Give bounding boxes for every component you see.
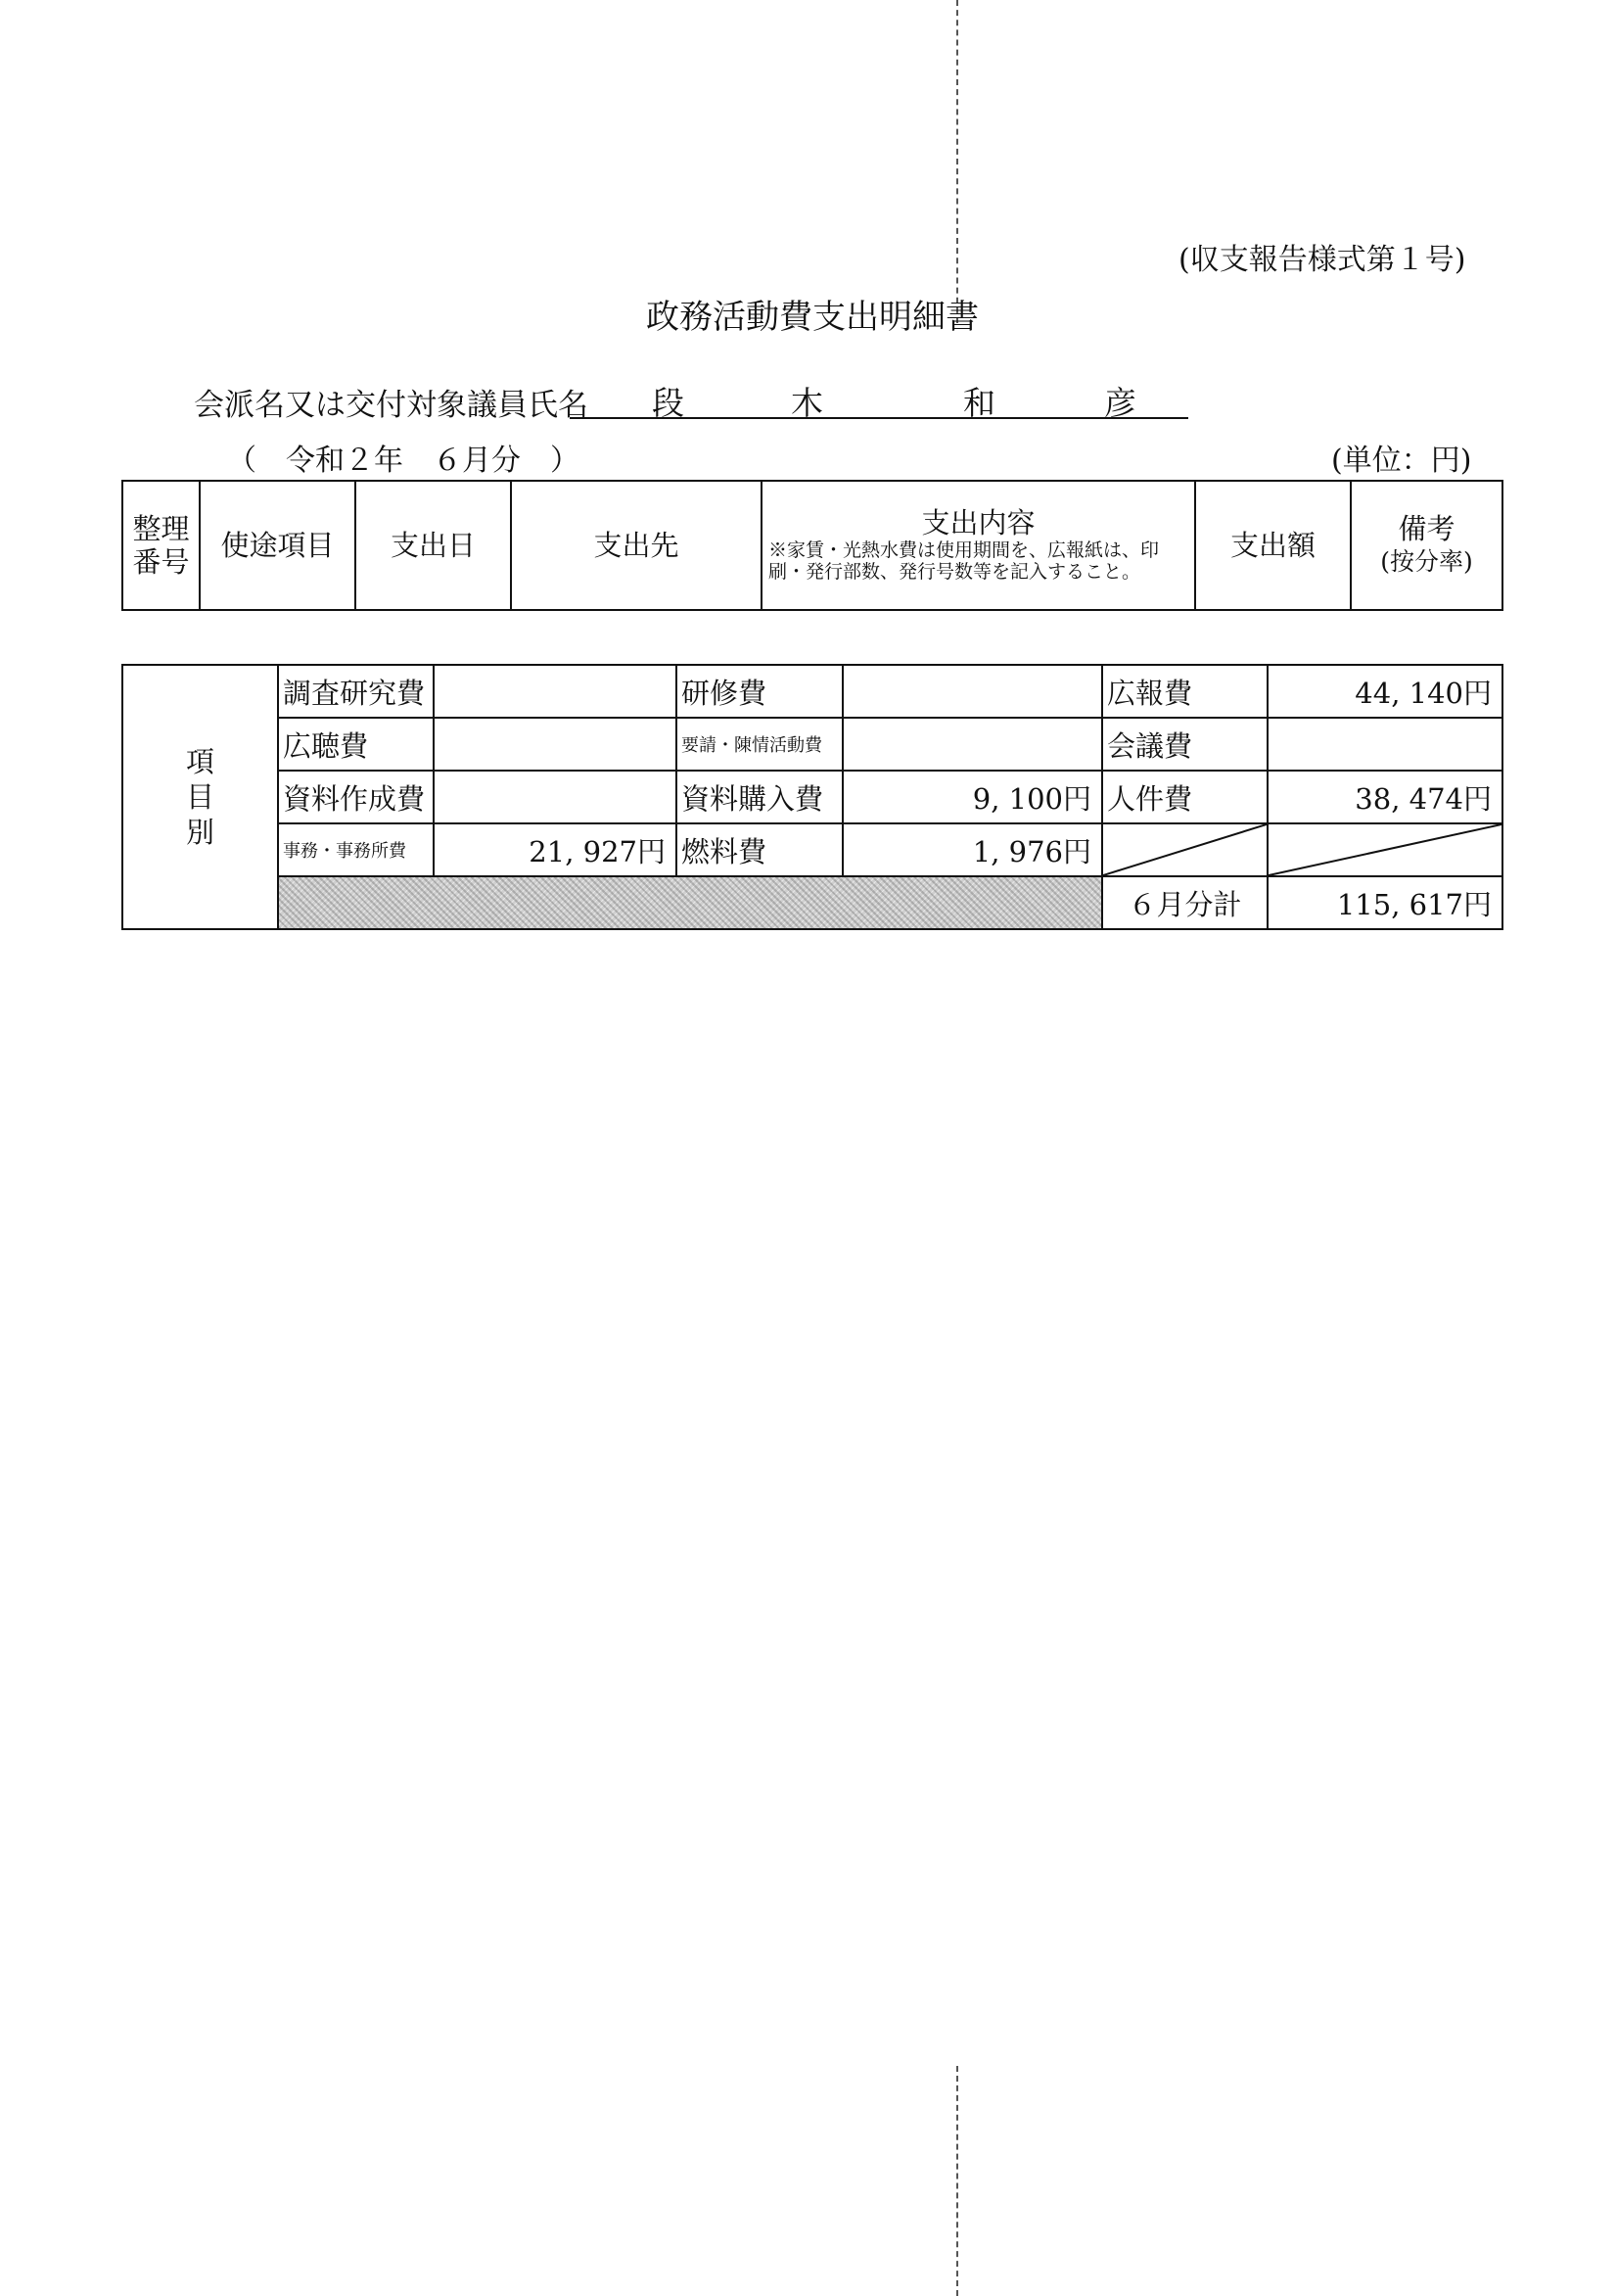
total-label: ６月分計 [1102,876,1268,929]
summary-row [122,771,1502,823]
summary-table [121,664,1503,930]
section-label-char: 別 [185,816,214,849]
slash-line [1269,824,1502,875]
col-header-remarks-sub: (按分率) [1380,547,1473,576]
col-header-date: 支出日 [355,481,511,610]
document-title: 政務活動費支出明細書 [646,298,979,337]
item-value [843,718,1102,771]
col-header-content-title: 支出内容 [921,506,1036,539]
name-char-2: 木 [791,384,823,422]
item-value: 38, 474円 [1268,771,1502,823]
item-value [1268,718,1502,771]
item-value: 1, 976円 [843,823,1102,876]
name-label: 会派名又は交付対象議員氏名 [194,388,588,423]
summary-total-row [122,876,1502,929]
section-label-char: 項 [185,745,214,778]
fold-mark-bottom [956,2066,958,2296]
col-header-no-line1: 整理 [132,512,190,545]
period: （ 令和２年 ６月分 ） [227,444,579,478]
item-value [434,771,676,823]
item-label: 調査研究費 [278,665,434,718]
total-value: 115, 617円 [1268,876,1502,929]
form-number: (収支報告様式第１号) [1178,243,1466,277]
item-label: 会議費 [1102,718,1268,771]
summary-row [122,665,1502,718]
hatched-blank [278,876,1102,929]
detail-header-table [121,480,1503,611]
empty-cell-slashed [1268,823,1502,876]
item-label: 資料作成費 [278,771,434,823]
col-header-payee: 支出先 [511,481,762,610]
col-header-no [122,481,200,610]
col-header-amount: 支出額 [1195,481,1351,610]
item-label: 事務・事務所費 [278,823,434,876]
summary-row [122,718,1502,771]
item-value [434,665,676,718]
item-label: 要請・陳情活動費 [676,718,843,771]
col-header-item: 使途項目 [200,481,355,610]
item-label: 資料購入費 [676,771,843,823]
item-value: 44, 140円 [1268,665,1502,718]
item-label: 広聴費 [278,718,434,771]
item-label: 燃料費 [676,823,843,876]
fold-mark-top [956,0,958,323]
col-header-content [762,481,1195,610]
item-label: 人件費 [1102,771,1268,823]
item-label: 研修費 [676,665,843,718]
item-value [434,718,676,771]
section-label-char: 目 [185,780,214,814]
item-value [843,665,1102,718]
section-label [122,665,278,929]
col-header-remarks [1351,481,1502,610]
col-header-no-line2: 番号 [132,545,190,579]
slash-line [1103,824,1267,875]
summary-row [122,823,1502,876]
col-header-remarks-title: 備考 [1398,512,1455,545]
item-value: 9, 100円 [843,771,1102,823]
item-label: 広報費 [1102,665,1268,718]
item-value: 21, 927円 [434,823,676,876]
name-char-4: 彦 [1104,384,1136,422]
empty-cell-slashed [1102,823,1268,876]
name-char-3: 和 [963,384,995,422]
col-header-content-note: ※家賃・光熱水費は使用期間を、広報紙は、印刷・発行部数、発行号数等を記入すること。 [768,539,1160,583]
name-char-1: 段 [652,384,684,422]
unit-label: (単位：円) [1331,444,1472,478]
